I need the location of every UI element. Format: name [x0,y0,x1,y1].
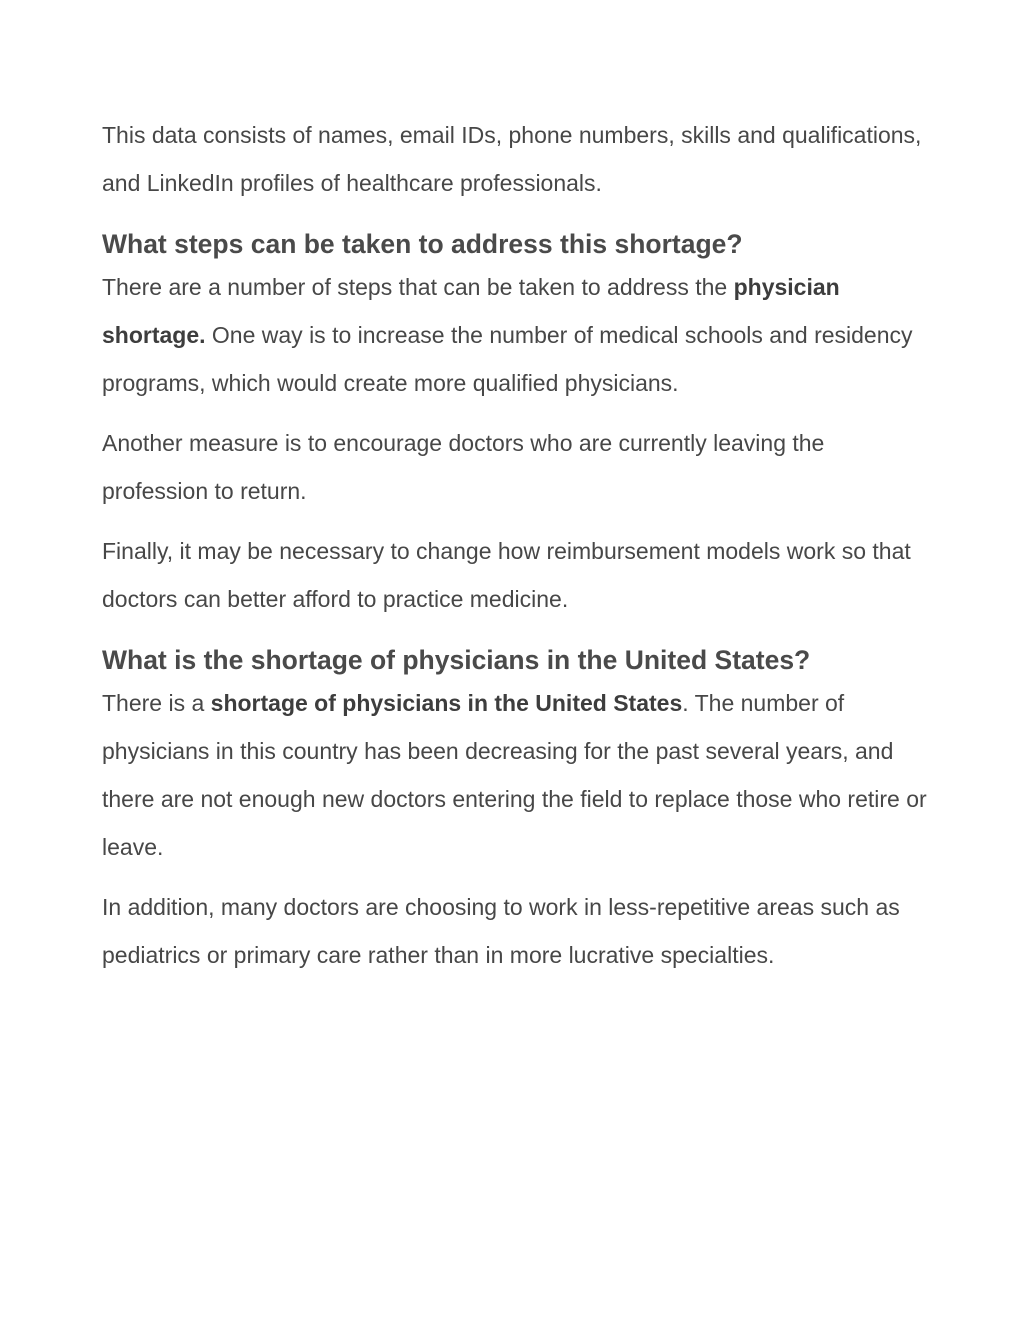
shortage-p1-text-before: There is a [102,690,211,716]
shortage-heading: What is the shortage of physicians in the United States? [102,645,811,675]
steps-paragraph-2: Another measure is to encourage doctors who are currently leaving the profession to return. [102,430,825,504]
intro-paragraph: This data consists of names, email IDs, phone numbers, skills and qualifications, and LinkedIn profiles of healthcare professionals. [102,122,922,196]
steps-paragraph-3: Finally, it may be necessary to change how reimbursement models work so that doctors can better afford to practice medicine. [102,538,911,612]
document-page [102,111,932,991]
steps-heading: What steps can be taken to address this shortage? [102,229,743,259]
shortage-paragraph-1 [102,679,932,871]
physician-shortage-bold: physician shortage. [102,274,840,348]
shortage-p1-text-after: . The number of physicians in this country has been decreasing for the past several years, and there are not enough new doctors entering the field to replace those who retire or leave. [102,690,927,860]
steps-paragraph-1 [102,263,932,407]
shortage-paragraph-2: In addition, many doctors are choosing to work in less-repetitive areas such as pediatrics or primary care rather than in more lucrative specialties. [102,894,900,968]
steps-p1-text-before: There are a number of steps that can be taken to address the [102,274,734,300]
shortage-us-bold: shortage of physicians in the United States [210,690,683,716]
steps-p1-text-after: One way is to increase the number of medical schools and residency programs, which would create more qualified physicians. [102,322,913,396]
